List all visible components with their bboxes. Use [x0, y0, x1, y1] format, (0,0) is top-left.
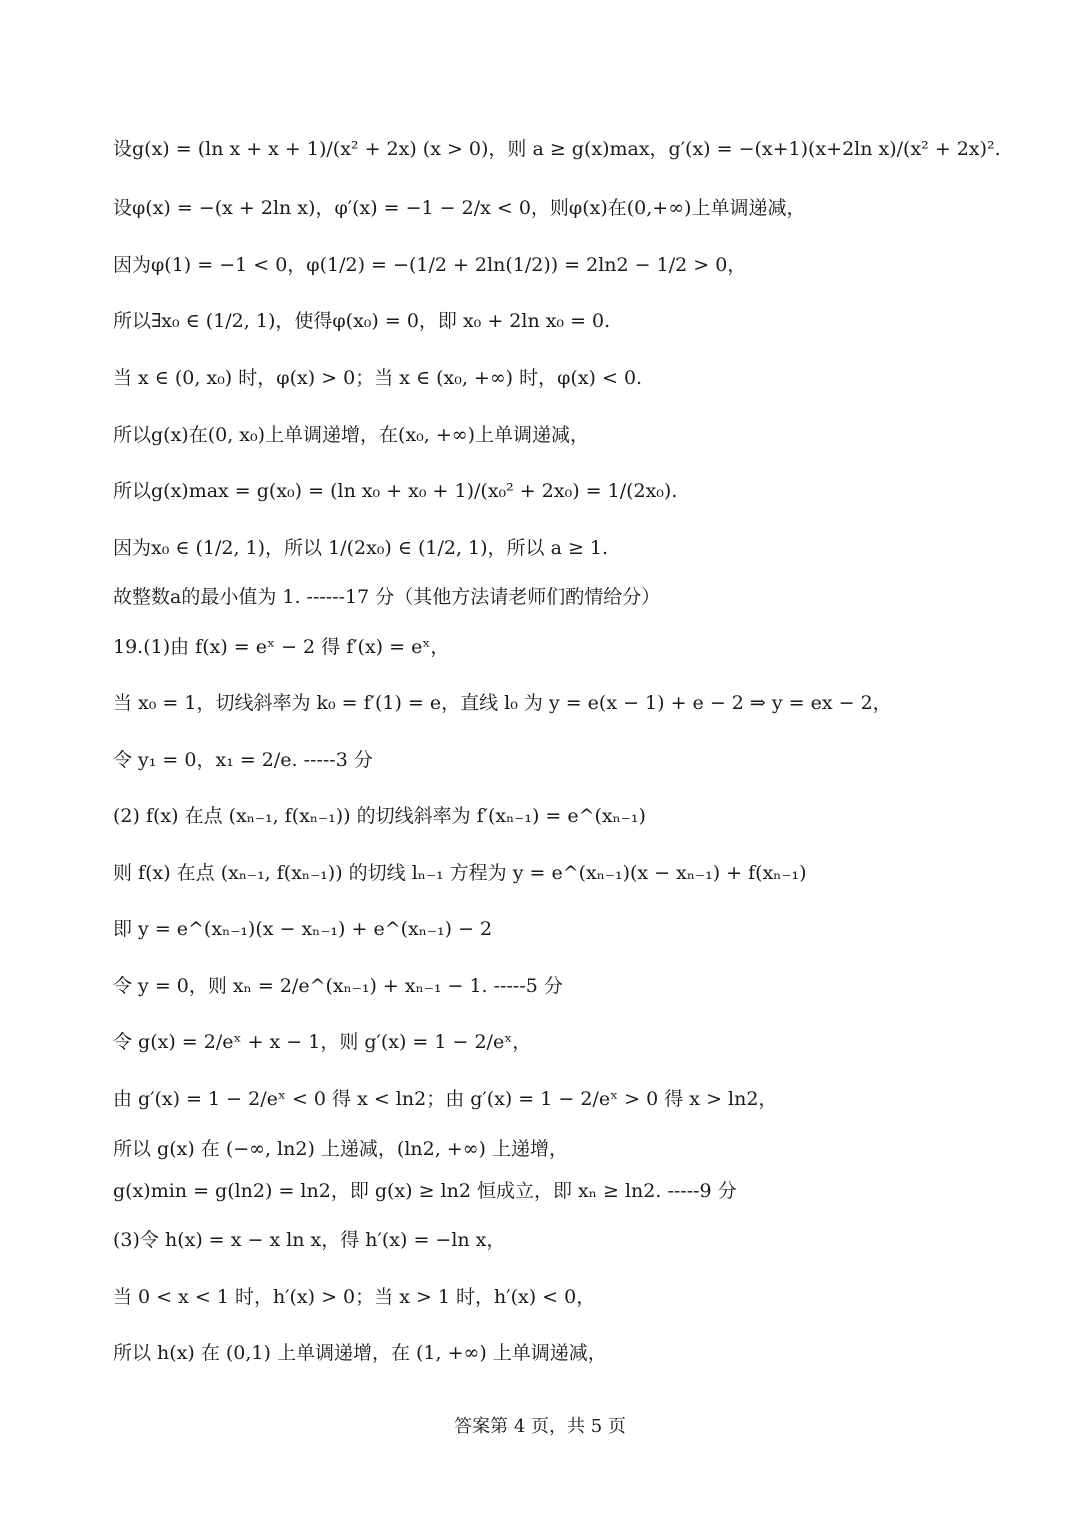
text-line: 当 0 < x < 1 时，h′(x) > 0；当 x > 1 时，h′(x) < 0，: [113, 1286, 596, 1308]
text-line: 令 y₁ = 0，x₁ = 2/e. -----3 分: [113, 749, 373, 771]
text-line: 所以g(x)在(0, x₀)上单调递增，在(x₀, +∞)上单调递减，: [113, 424, 590, 446]
text-line: (3)令 h(x) = x − x ln x，得 h′(x) = −ln x，: [113, 1229, 506, 1251]
text-line: 所以∃x₀ ∈ (1/2, 1)，使得φ(x₀) = 0，即 x₀ + 2ln x₀ = 0.: [113, 310, 611, 332]
text-line: 令 g(x) = 2/eˣ + x − 1，则 g′(x) = 1 − 2/eˣ，: [113, 1031, 532, 1053]
text-line: 所以 h(x) 在 (0,1) 上单调递增，在 (1, +∞) 上单调递减，: [113, 1342, 607, 1364]
text-line: 由 g′(x) = 1 − 2/eˣ < 0 得 x < ln2；由 g′(x) = 1 − 2/eˣ > 0 得 x > ln2，: [113, 1088, 778, 1110]
text-line: 因为φ(1) = −1 < 0，φ(1/2) = −(1/2 + 2ln(1/2)) = 2ln2 − 1/2 > 0，: [113, 254, 747, 276]
text-line: 即 y = e^(xₙ₋₁)(x − xₙ₋₁) + e^(xₙ₋₁) − 2: [113, 918, 493, 940]
text-line: 因为x₀ ∈ (1/2, 1)，所以 1/(2x₀) ∈ (1/2, 1)，所以 a ≥ 1.: [113, 537, 609, 559]
text-line: 设g(x) = (ln x + x + 1)/(x² + 2x) (x > 0)，则 a ≥ g(x)max，g′(x) = −(x+1)(x+2ln x)/(x² + 2x)².: [113, 138, 1001, 160]
section-heading: 19.(1)由 f(x) = eˣ − 2 得 f′(x) = eˣ，: [113, 636, 450, 658]
text-line: 则 f(x) 在点 (xₙ₋₁, f(xₙ₋₁)) 的切线 lₙ₋₁ 方程为 y = e^(xₙ₋₁)(x − xₙ₋₁) + f(xₙ₋₁): [113, 862, 807, 884]
text-line: 令 y = 0，则 xₙ = 2/e^(xₙ₋₁) + xₙ₋₁ − 1. -----5 分: [113, 975, 563, 997]
text-line: 当 x ∈ (0, x₀) 时，φ(x) > 0；当 x ∈ (x₀, +∞) 时，φ(x) < 0.: [113, 367, 643, 389]
text-line: 当 x₀ = 1，切线斜率为 k₀ = f′(1) = e，直线 l₀ 为 y = e(x − 1) + e − 2 ⇒ y = ex − 2，: [113, 692, 892, 714]
text-line: 设φ(x) = −(x + 2ln x)，φ′(x) = −1 − 2/x < 0，则φ(x)在(0,+∞)上单调递减，: [113, 197, 806, 219]
text-line: g(x)min = g(ln2) = ln2，即 g(x) ≥ ln2 恒成立，即 xₙ ≥ ln2. -----9 分: [113, 1180, 737, 1202]
text-line: 所以g(x)max = g(x₀) = (ln x₀ + x₀ + 1)/(x₀² + 2x₀) = 1/(2x₀).: [113, 480, 678, 502]
text-line: (2) f(x) 在点 (xₙ₋₁, f(xₙ₋₁)) 的切线斜率为 f′(xₙ₋₁) = e^(xₙ₋₁): [113, 805, 646, 827]
text-line: 故整数a的最小值为 1. ------17 分（其他方法请老师们酌情给分）: [113, 586, 661, 608]
page-footer: 答案第 4 页，共 5 页: [454, 1416, 626, 1437]
text-line: 所以 g(x) 在 (−∞, ln2) 上递减，(ln2, +∞) 上递增，: [113, 1138, 569, 1160]
